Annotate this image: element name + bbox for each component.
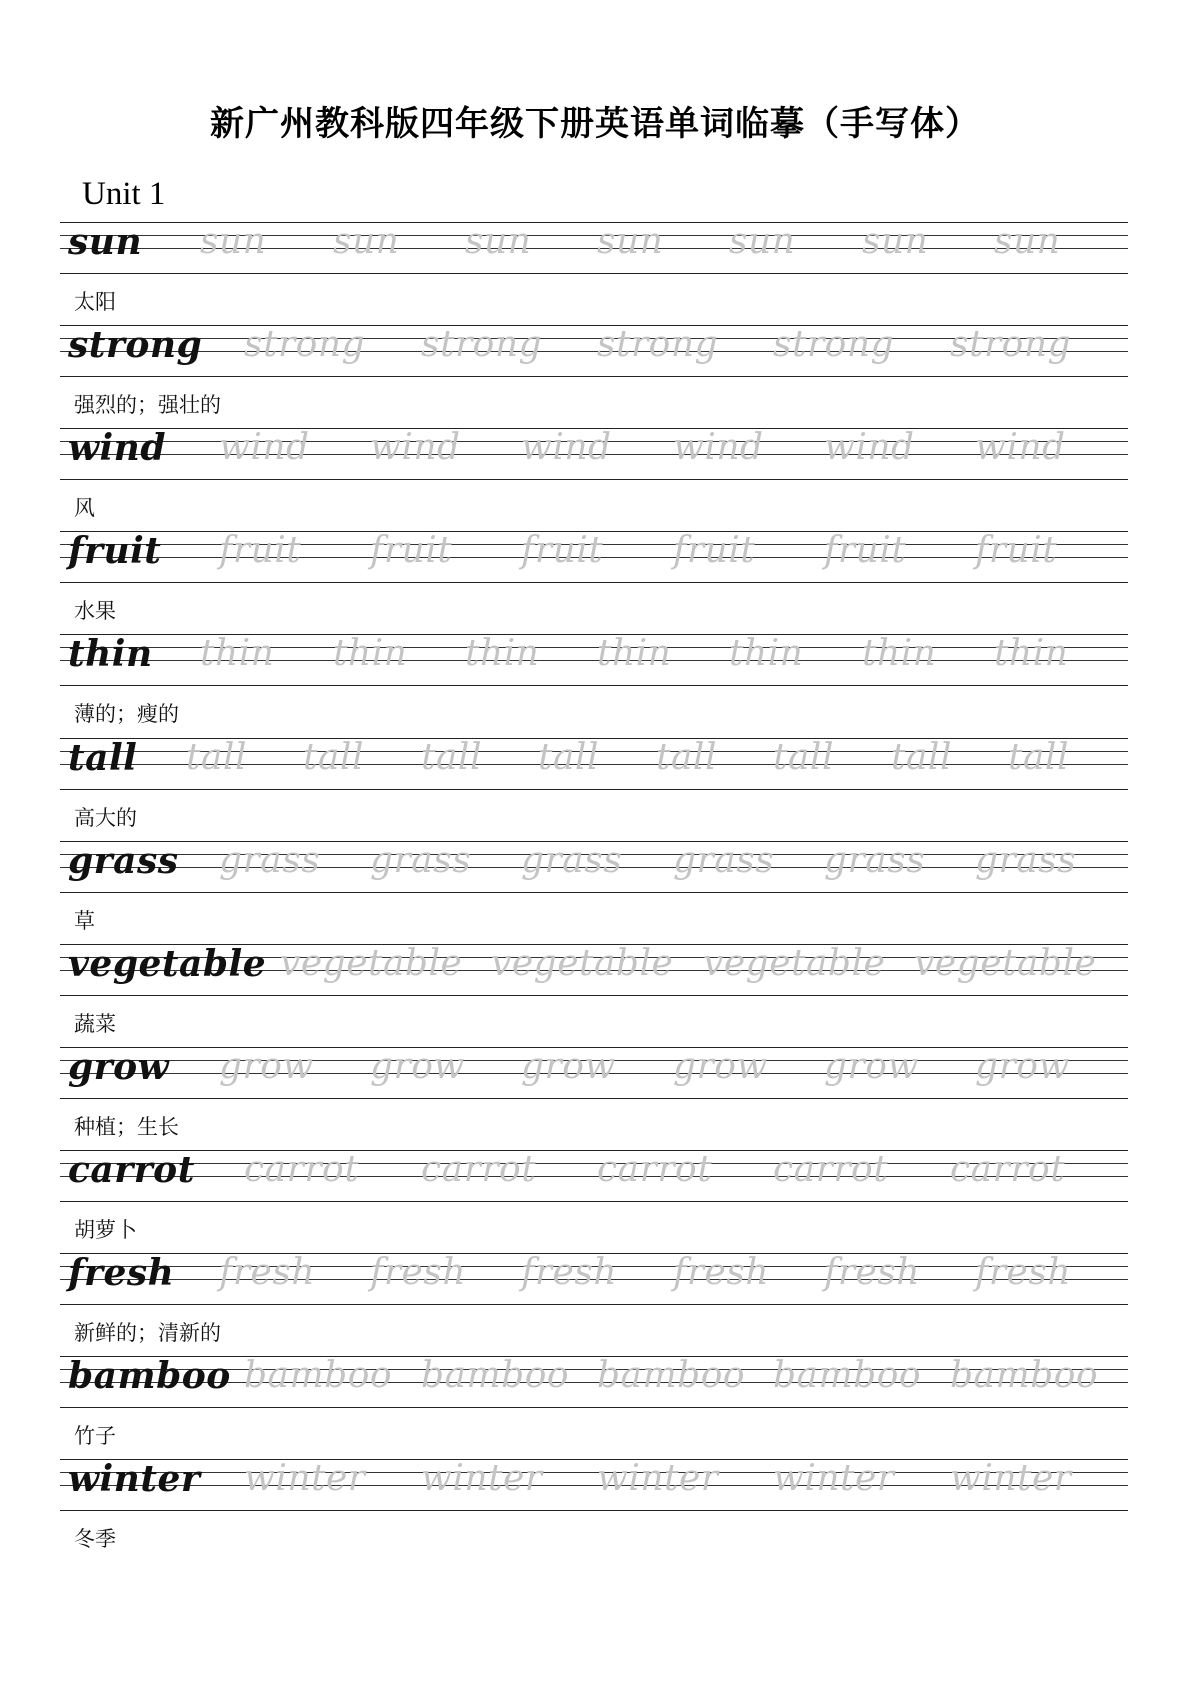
trace-word: vegetable: [914, 943, 1097, 984]
trace-word: grass: [975, 840, 1077, 881]
unit-heading: Unit 1: [82, 176, 166, 212]
trace-word: tall: [1008, 737, 1069, 778]
word-meaning: 新鲜的；清新的: [74, 1321, 221, 1345]
ruling-line: [60, 376, 1128, 377]
trace-word: strong: [244, 324, 366, 365]
trace-word: wind: [370, 427, 461, 468]
word-meaning: 竹子: [74, 1424, 116, 1448]
word-meaning: 胡萝卜: [74, 1218, 137, 1242]
trace-word: winter: [244, 1458, 366, 1499]
trace-word: grow: [370, 1046, 465, 1087]
trace-word: sun: [729, 221, 796, 262]
trace-word: strong: [773, 324, 895, 365]
practice-row: [60, 531, 1128, 583]
ruling-line: [60, 685, 1128, 686]
trace-word: grass: [219, 840, 321, 881]
trace-word: grow: [673, 1046, 768, 1087]
ruling-line: [60, 1510, 1128, 1511]
model-word: wind: [68, 427, 167, 469]
trace-word: sun: [200, 221, 267, 262]
trace-word: carrot: [950, 1149, 1066, 1190]
trace-word: winter: [597, 1458, 719, 1499]
trace-word: fruit: [370, 530, 453, 571]
trace-word: winter: [773, 1458, 895, 1499]
trace-word: winter: [421, 1458, 543, 1499]
practice-row: [60, 1459, 1128, 1511]
ruling-line: [60, 1407, 1128, 1408]
trace-word: grass: [521, 840, 623, 881]
trace-word: wind: [824, 427, 915, 468]
model-word: sun: [68, 221, 143, 263]
trace-word: thin: [729, 633, 804, 674]
trace-word: thin: [465, 633, 540, 674]
word-meaning: 蔬菜: [74, 1012, 116, 1036]
trace-word: fruit: [219, 530, 302, 571]
trace-word: tall: [186, 737, 247, 778]
model-word: fresh: [68, 1252, 175, 1294]
model-word: fruit: [68, 530, 162, 572]
practice-row: [60, 1356, 1128, 1408]
ruling-line: [60, 273, 1128, 274]
model-word: tall: [68, 737, 138, 779]
trace-word: tall: [538, 737, 599, 778]
trace-word: fruit: [824, 530, 907, 571]
trace-word: wind: [975, 427, 1066, 468]
practice-row: [60, 428, 1128, 480]
trace-word: tall: [303, 737, 364, 778]
trace-word: grow: [219, 1046, 314, 1087]
trace-word: fruit: [673, 530, 756, 571]
trace-word: wind: [673, 427, 764, 468]
trace-word: strong: [950, 324, 1072, 365]
word-meaning: 强烈的；强壮的: [74, 393, 221, 417]
word-meaning: 水果: [74, 599, 116, 623]
trace-word: grass: [824, 840, 926, 881]
trace-word: grow: [521, 1046, 616, 1087]
trace-word: thin: [862, 633, 937, 674]
practice-row: [60, 634, 1128, 686]
trace-word: winter: [950, 1458, 1072, 1499]
trace-word: fresh: [521, 1252, 617, 1293]
word-meaning: 太阳: [74, 290, 116, 314]
practice-row: [60, 1150, 1128, 1202]
word-meaning: 草: [74, 909, 95, 933]
trace-word: sun: [862, 221, 929, 262]
trace-word: thin: [200, 633, 275, 674]
trace-word: wind: [219, 427, 310, 468]
trace-word: fresh: [824, 1252, 920, 1293]
trace-word: bamboo: [244, 1355, 393, 1396]
ruling-line: [60, 582, 1128, 583]
model-word: strong: [68, 324, 203, 366]
trace-word: tall: [891, 737, 952, 778]
model-word: carrot: [68, 1149, 195, 1191]
trace-word: grow: [975, 1046, 1070, 1087]
trace-word: fresh: [219, 1252, 315, 1293]
trace-word: thin: [597, 633, 672, 674]
word-meaning: 冬季: [74, 1527, 116, 1551]
trace-word: fresh: [673, 1252, 769, 1293]
practice-row: [60, 944, 1128, 996]
model-word: thin: [68, 633, 153, 675]
trace-word: sun: [465, 221, 532, 262]
trace-word: carrot: [597, 1149, 713, 1190]
practice-row: [60, 325, 1128, 377]
trace-word: fresh: [370, 1252, 466, 1293]
trace-word: strong: [421, 324, 543, 365]
model-word: grow: [68, 1046, 170, 1088]
word-meaning: 薄的；瘦的: [74, 702, 179, 726]
trace-word: carrot: [773, 1149, 889, 1190]
model-word: vegetable: [68, 943, 267, 985]
trace-word: strong: [597, 324, 719, 365]
model-word: grass: [68, 840, 179, 882]
trace-word: wind: [521, 427, 612, 468]
trace-word: carrot: [421, 1149, 537, 1190]
trace-word: tall: [773, 737, 834, 778]
trace-word: fresh: [975, 1252, 1071, 1293]
trace-word: tall: [656, 737, 717, 778]
practice-row: [60, 738, 1128, 790]
word-meaning: 风: [74, 496, 95, 520]
trace-word: grass: [370, 840, 472, 881]
trace-word: thin: [333, 633, 408, 674]
ruling-line: [60, 995, 1128, 996]
trace-word: sun: [597, 221, 664, 262]
ruling-line: [60, 892, 1128, 893]
page-title: 新广州教科版四年级下册英语单词临摹（手写体）: [210, 104, 980, 144]
word-meaning: 种植；生长: [74, 1115, 179, 1139]
trace-word: thin: [994, 633, 1069, 674]
model-word: bamboo: [68, 1355, 231, 1397]
ruling-line: [60, 1098, 1128, 1099]
ruling-line: [60, 479, 1128, 480]
trace-word: grow: [824, 1046, 919, 1087]
ruling-line: [60, 1304, 1128, 1305]
practice-row: [60, 1047, 1128, 1099]
word-meaning: 高大的: [74, 806, 137, 830]
trace-word: bamboo: [421, 1355, 570, 1396]
practice-row: [60, 1253, 1128, 1305]
model-word: winter: [68, 1458, 201, 1500]
ruling-line: [60, 1201, 1128, 1202]
trace-word: sun: [994, 221, 1061, 262]
trace-word: bamboo: [950, 1355, 1099, 1396]
trace-word: carrot: [244, 1149, 360, 1190]
trace-word: vegetable: [703, 943, 886, 984]
practice-row: [60, 222, 1128, 274]
ruling-line: [60, 789, 1128, 790]
trace-word: bamboo: [773, 1355, 922, 1396]
practice-row: [60, 841, 1128, 893]
trace-word: sun: [333, 221, 400, 262]
trace-word: tall: [421, 737, 482, 778]
trace-word: vegetable: [280, 943, 463, 984]
trace-word: bamboo: [597, 1355, 746, 1396]
trace-word: vegetable: [491, 943, 674, 984]
trace-word: grass: [673, 840, 775, 881]
trace-word: fruit: [975, 530, 1058, 571]
trace-word: fruit: [521, 530, 604, 571]
